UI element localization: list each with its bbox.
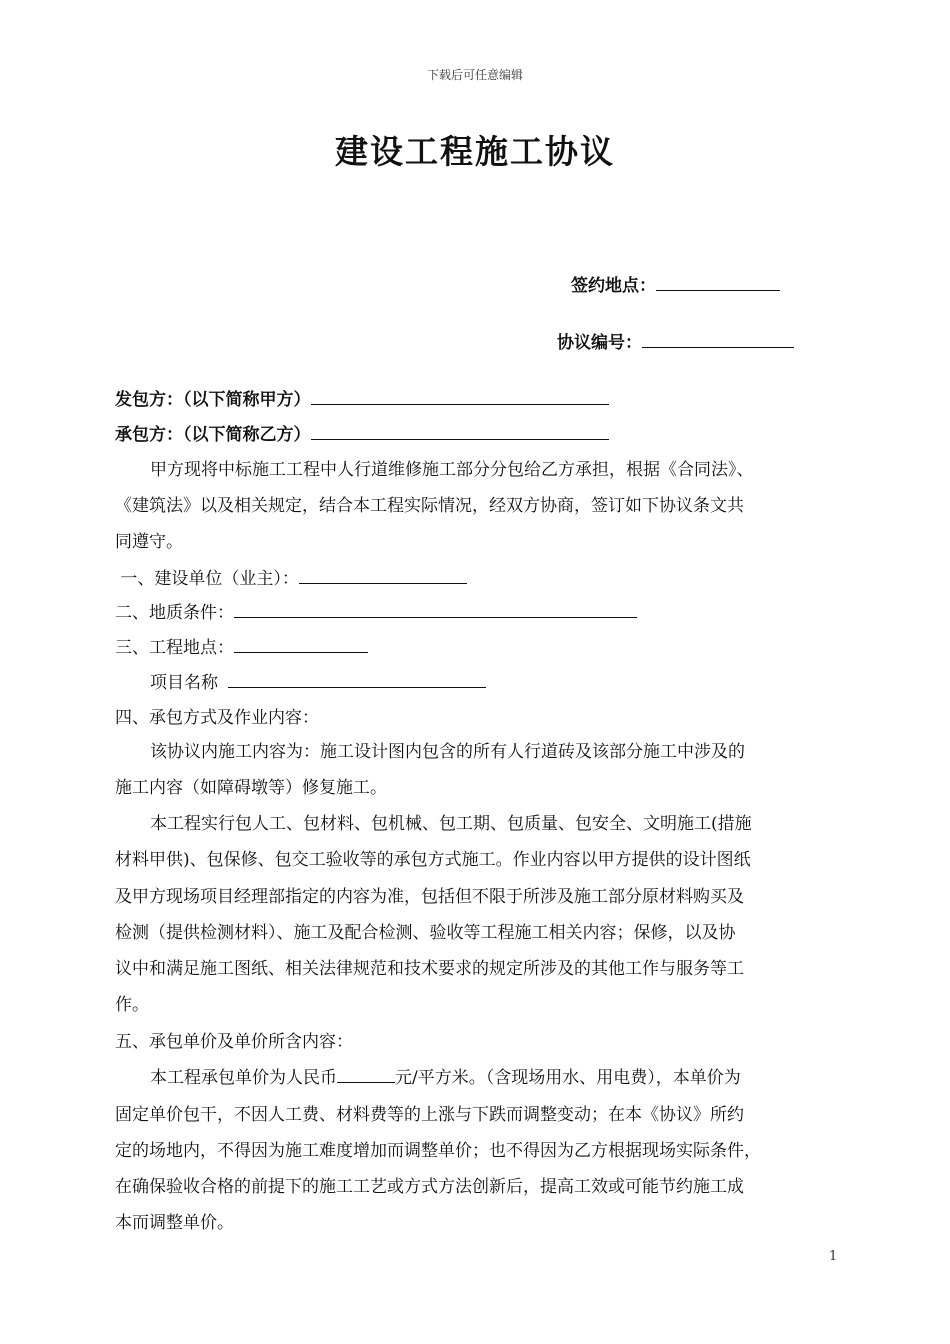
project-name-line [150,668,486,693]
price-suffix: 元/平方米。（含现场用水、用电费），本单价为 [395,1068,741,1088]
agreement-no-label: 协议编号： [557,333,642,353]
intro-line-3: 同遵守。 [115,532,183,552]
project-name-blank[interactable] [228,670,486,688]
scope-line-2: 施工内容（如障碍墩等）修复施工。 [115,778,387,798]
mode-line-6: 作。 [115,995,149,1015]
item4-heading: 四、承包方式及作业内容： [115,708,319,728]
party-a-line [115,385,609,410]
item3-label: 三、工程地点： [115,638,234,658]
mode-line-3: 及甲方现场项目经理部指定的内容为准，包括但不限于所涉及施工部分原材料购买及 [115,887,744,907]
intro-line-2: 《建筑法》以及相关规定，结合本工程实际情况，经双方协商，签订如下协议条文共 [115,496,744,516]
party-a-blank[interactable] [311,387,609,405]
item2-blank[interactable] [234,600,637,618]
mode-line-2: 材料甲供)、包保修、包交工验收等的承包方式施工。作业内容以甲方提供的设计图纸 [115,850,751,870]
sign-place-field [571,271,780,296]
party-b-blank[interactable] [311,422,609,440]
agreement-no-field [557,328,794,353]
price-prefix: 本工程承包单价为人民币 [150,1068,337,1088]
mode-line-4: 检测（提供检测材料）、施工及配合检测、验收等工程施工相关内容；保修，以及协 [115,923,736,943]
mode-line-5: 议中和满足施工图纸、相关法律规范和技术要求的规定所涉及的其他工作与服务等工 [115,959,744,979]
item3-blank[interactable] [234,635,368,653]
price-line-1 [150,1063,741,1088]
item5-heading: 五、承包单价及单价所含内容： [115,1032,353,1052]
price-line-3: 定的场地内，不得因为施工难度增加而调整单价；也不得因为乙方根据现场实际条件， [115,1141,761,1161]
party-b-line [115,420,609,445]
item1-blank[interactable] [299,566,467,584]
scope-line-1: 该协议内施工内容为：施工设计图内包含的所有人行道砖及该部分施工中涉及的 [150,742,745,762]
item2-line [115,598,637,623]
item1-line [115,564,467,589]
page-number: 1 [829,1249,838,1264]
header-note: 下载后可任意编辑 [426,68,523,82]
unit-price-blank[interactable] [337,1065,395,1083]
party-b-label: 承包方：（以下简称乙方） [115,425,311,445]
mode-line-1: 本工程实行包人工、包材料、包机械、包工期、包质量、包安全、文明施工(措施 [150,814,752,834]
document-title: 建设工程施工协议 [335,132,615,171]
price-line-4: 在确保验收合格的前提下的施工工艺或方式方法创新后，提高工效或可能节约施工成 [115,1177,744,1197]
agreement-no-blank[interactable] [642,330,794,348]
item3-line [115,633,368,658]
price-line-2: 固定单价包干，不因人工费、材料费等的上涨与下跌而调整变动；在本《协议》所约 [115,1105,744,1125]
item2-label: 二、地质条件： [115,603,234,623]
sign-place-label: 签约地点： [571,276,656,296]
project-name-label: 项目名称 [150,673,218,693]
intro-line-1: 甲方现将中标施工工程中人行道维修施工部分分包给乙方承担，根据《合同法》、 [150,460,754,480]
price-line-5: 本而调整单价。 [115,1213,234,1233]
party-a-label: 发包方：（以下简称甲方） [115,390,311,410]
sign-place-blank[interactable] [656,273,780,291]
item1-label: 一、建设单位（业主）： [115,569,299,589]
